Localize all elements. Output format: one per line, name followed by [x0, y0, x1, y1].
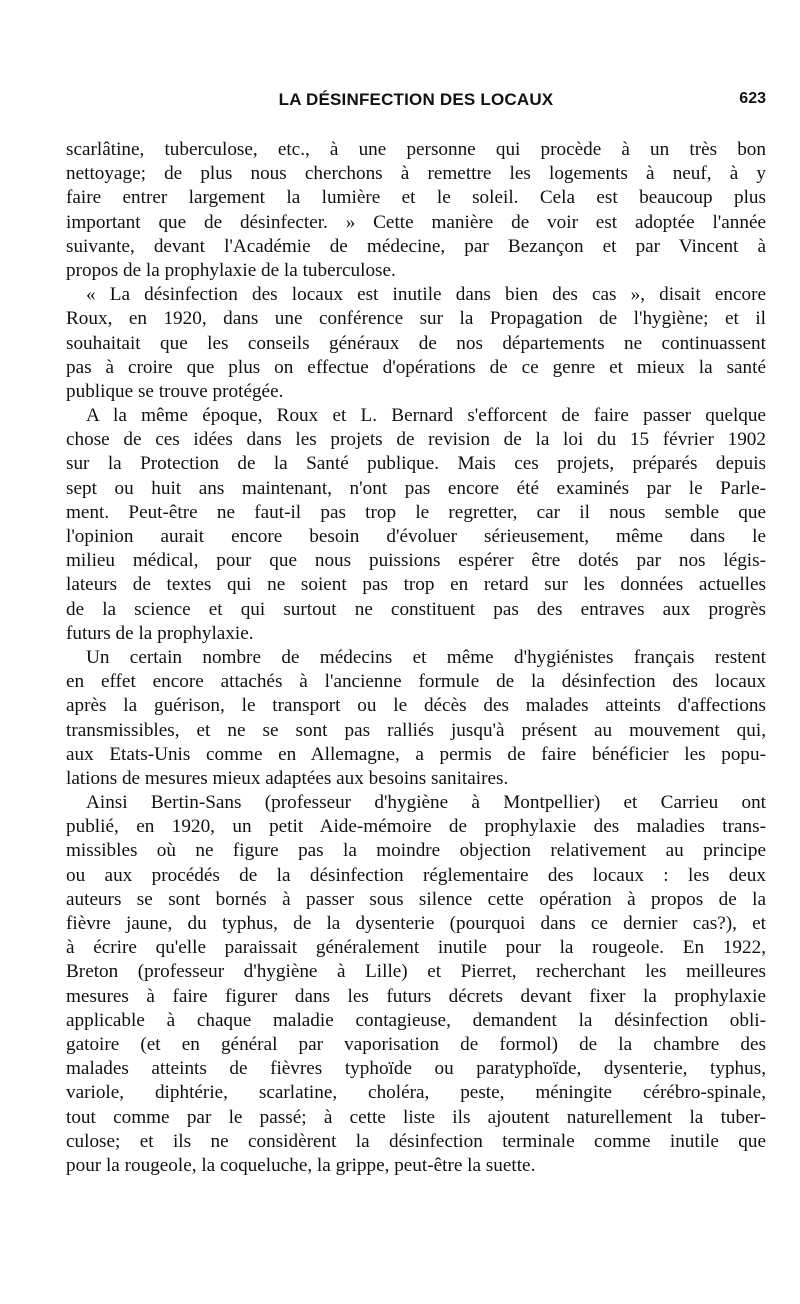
- text-line: sept ou huit ans maintenant, n'ont pas encore été examinés par le Parle-: [66, 477, 766, 499]
- text-line: A la même époque, Roux et L. Bernard s'efforcent de faire passer quelque: [86, 405, 766, 427]
- text-line: fièvre jaune, du typhus, de la dysenterie (pourquoi dans ce dernier cas?), et: [66, 913, 766, 934]
- page-number: 623: [739, 90, 766, 107]
- book-page: [66, 0, 766, 1304]
- text-line: ou aux procédés de la désinfection réglementaire des locaux : les deux: [66, 864, 766, 886]
- text-line: nettoyage; de plus nous cherchons à remettre les logements à neuf, à y: [66, 163, 766, 185]
- text-line: lations de mesures mieux adaptées aux besoins sanitaires.: [66, 767, 509, 789]
- text-line: après la guérison, le transport ou le décès des malades atteints d'affections: [66, 695, 766, 717]
- text-line: propos de la prophylaxie de la tuberculose.: [66, 259, 396, 281]
- text-line: pas à croire que plus on effectue d'opérations de ce genre et mieux la santé: [66, 356, 766, 378]
- text-line: transmissibles, et ne se sont pas ralliés jusqu'à présent au mouvement qui,: [66, 719, 766, 741]
- text-line: malades atteints de fièvres typhoïde ou paratyphoïde, dysenterie, typhus,: [66, 1058, 766, 1080]
- text-line: pour la rougeole, la coqueluche, la grippe, peut-être la suette.: [66, 1154, 536, 1176]
- text-line: lateurs de textes qui ne soient pas trop en retard sur les données actuelles: [66, 574, 766, 596]
- text-line: de la science et qui surtout ne constituent pas des entraves aux progrès: [66, 598, 766, 620]
- text-line: chose de ces idées dans les projets de revision de la loi du 15 février 1902: [66, 429, 766, 451]
- text-line: à écrire qu'elle paraissait généralement inutile pour la rougeole. En 1922,: [66, 937, 766, 959]
- text-line: en effet encore attachés à l'ancienne formule de la désinfection des locaux: [66, 671, 766, 693]
- text-line: faire entrer largement la lumière et le soleil. Cela est beaucoup plus: [66, 187, 766, 209]
- body-text: [66, 138, 766, 1178]
- page-header: [66, 90, 766, 118]
- text-line: publique se trouve protégée.: [66, 380, 284, 402]
- text-line: suivante, devant l'Académie de médecine, par Bezançon et par Vincent à: [66, 235, 766, 257]
- text-line: Breton (professeur d'hygiène à Lille) et Pierret, recherchant les meilleures: [66, 961, 766, 983]
- text-line: mesures à faire figurer dans les futurs décrets devant fixer la prophylaxie: [66, 985, 766, 1007]
- text-line: futurs de la prophylaxie.: [66, 622, 254, 644]
- text-line: important que de désinfecter. » Cette manière de voir est adoptée l'année: [66, 211, 766, 233]
- text-line: publié, en 1920, un petit Aide-mémoire de prophylaxie des maladies trans-: [66, 816, 766, 838]
- text-line: missibles où ne figure pas la moindre objection relativement au principe: [66, 840, 766, 862]
- text-line: aux Etats-Unis comme en Allemagne, a permis de faire bénéficier les popu-: [66, 743, 766, 765]
- text-line: auteurs se sont bornés à passer sous silence cette opération à propos de la: [66, 888, 766, 910]
- text-line: scarlâtine, tuberculose, etc., à une personne qui procède à un très bon: [66, 139, 766, 160]
- text-line: « La désinfection des locaux est inutile dans bien des cas », disait encore: [86, 284, 766, 306]
- text-line: tout comme par le passé; à cette liste ils ajoutent naturellement la tuber-: [66, 1106, 766, 1128]
- text-line: milieu médical, pour que nous puissions espérer être dotés par nos légis-: [66, 550, 766, 572]
- text-line: Ainsi Bertin-Sans (professeur d'hygiène à Montpellier) et Carrieu ont: [86, 792, 766, 814]
- text-line: sur la Protection de la Santé publique. Mais ces projets, préparés depuis: [66, 453, 766, 475]
- running-title: LA DÉSINFECTION DES LOCAUX: [278, 90, 554, 109]
- text-line: ment. Peut-être ne faut-il pas trop le regretter, car il nous semble que: [66, 501, 766, 523]
- text-line: Roux, en 1920, dans une conférence sur la Propagation de l'hygiène; et il: [66, 308, 766, 330]
- text-line: variole, diphtérie, scarlatine, choléra, peste, méningite cérébro-spinale,: [66, 1082, 766, 1104]
- text-line: l'opinion aurait encore besoin d'évoluer sérieusement, même dans le: [66, 526, 766, 547]
- text-line: Un certain nombre de médecins et même d'hygiénistes français restent: [86, 646, 766, 668]
- text-line: gatoire (et en général par vaporisation de formol) de la chambre des: [66, 1033, 766, 1055]
- text-line: souhaitait que les conseils généraux de nos départements ne continuassent: [66, 332, 766, 354]
- text-line: applicable à chaque maladie contagieuse, demandent la désinfection obli-: [66, 1009, 766, 1031]
- text-line: culose; et ils ne considèrent la désinfection terminale comme inutile que: [66, 1130, 766, 1152]
